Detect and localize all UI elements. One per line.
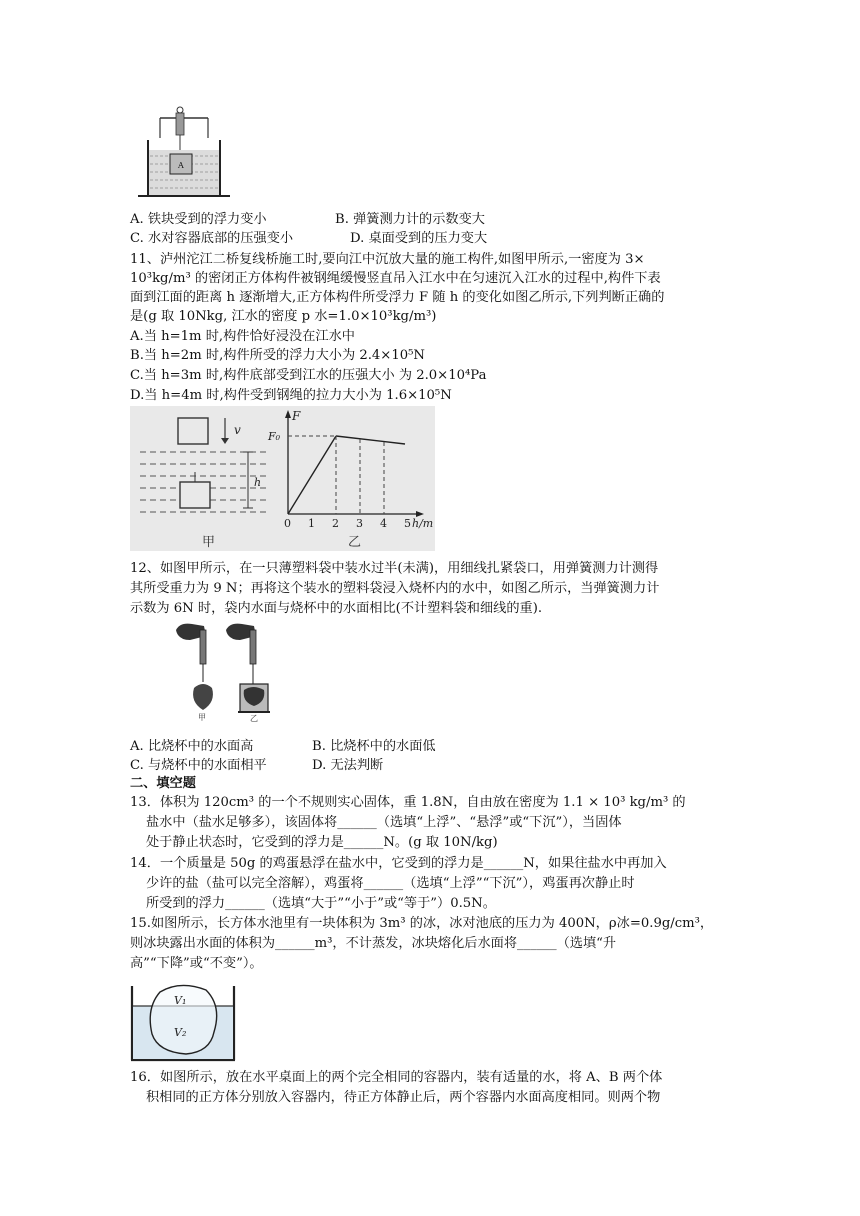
spring-scale-container-figure	[138, 104, 230, 200]
q14-line-3: 所受到的浮力______（选填“大于”“小于”或“等于”）0.5N。	[146, 896, 496, 911]
q10-option-a: A. 铁块受到的浮力变小	[130, 212, 267, 227]
q11-stem-line-4: 是(g 取 10Nkg, 江水的密度 p 水=1.0×10³kg/m³)	[130, 309, 437, 324]
q13-line-3: 处于静止状态时，它受到的浮力是______N。(g 取 10N/kg)	[146, 835, 498, 850]
q11-figure	[130, 406, 435, 551]
q11-option-c: C.当 h=3m 时,构件底部受到江水的压强大小 为 2.0×10⁴Pa	[130, 368, 487, 383]
q10-option-b: B. 弹簧测力计的示数变大	[335, 212, 485, 227]
tick-3: 3	[356, 517, 363, 530]
q15-line-3: 高”“下降”或“不变”）。	[130, 956, 263, 971]
figure-jia-label: 甲	[202, 535, 216, 550]
q11-option-a: A.当 h=1m 时,构件恰好浸没在江水中	[130, 329, 355, 344]
q14-line-1: 14．一个质量是 50g 的鸡蛋悬浮在盐水中，它受到的浮力是______N，如果往盐水中再加入	[130, 856, 667, 871]
velocity-label: v	[234, 423, 241, 437]
q12-stem-line-1: 12、如图甲所示，在一只薄塑料袋中装水过半(未满)，用细线扎紧袋口，用弹簧测力计测得	[130, 561, 659, 576]
q12-option-a: A. 比烧杯中的水面高	[130, 739, 254, 754]
axis-h-label: h/m	[412, 517, 434, 530]
q12-figure	[170, 618, 290, 722]
axis-f-label: F	[292, 409, 301, 423]
q11-stem-line-3: 面到江面的距离 h 逐渐增大,正方体构件所受浮力 F 随 h 的变化如图乙所示,下列判断正确的	[130, 290, 665, 305]
q12-label-jia: 甲	[198, 713, 206, 722]
v1-label: V₁	[174, 994, 187, 1007]
q10-option-c: C. 水对容器底部的压强变小	[130, 231, 294, 246]
q12-stem-line-3: 示数为 6N 时，袋内水面与烧杯中的水面相比(不计塑料袋和细线的重).	[130, 601, 543, 616]
q16-line-1: 16．如图所示，放在水平桌面上的两个完全相同的容器内，装有适量的水，将 A、B 两个体	[130, 1070, 663, 1085]
section-heading-fill-in: 二、填空题	[130, 776, 196, 791]
q11-option-d: D.当 h=4m 时,构件受到钢绳的拉力大小为 1.6×10⁵N	[130, 388, 452, 403]
tick-5: 5	[404, 517, 411, 530]
v2-label: V₂	[174, 1026, 187, 1039]
q13-line-2: 盐水中（盐水足够多），该固体将______（选填“上浮”、“悬浮”或“下沉”），当固体	[146, 815, 622, 830]
figure-yi-label: 乙	[348, 535, 362, 550]
tick-1: 1	[308, 517, 315, 530]
tick-2: 2	[332, 517, 339, 530]
q15-line-2: 则冰块露出水面的体积为______m³，不计蒸发，冰块熔化后水面将______（选填“升	[130, 936, 617, 951]
depth-label: h	[254, 476, 262, 489]
tick-4: 4	[380, 517, 387, 530]
tick-0: 0	[284, 517, 291, 530]
q15-ice-pool-figure	[130, 982, 236, 1062]
q14-line-2: 少许的盐（盐可以完全溶解），鸡蛋将______（选填“上浮”“下沉”），鸡蛋再次静止时	[146, 876, 635, 891]
q12-label-yi: 乙	[250, 714, 258, 722]
q13-line-1: 13．体积为 120cm³ 的一个不规则实心固体，重 1.8N，自由放在密度为 1.1 × 10³ kg/m³ 的	[130, 795, 686, 810]
q11-stem-line-2: 10³kg/m³ 的密闭正方体构件被钢绳缓慢竖直吊入江水中在匀速沉入江水的过程中,构件下表	[130, 271, 661, 286]
block-a-label: A	[178, 161, 184, 170]
q11-stem-line-1: 11、泸州沱江二桥复线桥施工时,要向江中沉放大量的施工构件,如图甲所示,一密度为 3×	[130, 252, 645, 267]
q12-stem-line-2: 其所受重力为 9 N；再将这个装水的塑料袋浸入烧杯内的水中，如图乙所示，当弹簧测力计	[130, 581, 660, 596]
q10-option-d: D. 桌面受到的压力变大	[350, 231, 488, 246]
q16-line-2: 积相同的正方体分别放入容器内，待正方体静止后，两个容器内水面高度相同。则两个物	[146, 1090, 661, 1105]
q15-line-1: 15.如图所示，长方体水池里有一块体积为 3m³ 的冰，冰对池底的压力为 400N，ρ冰=0.9g/cm³，	[130, 916, 714, 931]
q11-option-b: B.当 h=2m 时,构件所受的浮力大小为 2.4×10⁵N	[130, 348, 425, 363]
q12-option-d: D. 无法判断	[312, 758, 384, 773]
q12-option-c: C. 与烧杯中的水面相平	[130, 758, 267, 773]
axis-f0-label: F₀	[268, 430, 281, 443]
q12-option-b: B. 比烧杯中的水面低	[312, 739, 436, 754]
